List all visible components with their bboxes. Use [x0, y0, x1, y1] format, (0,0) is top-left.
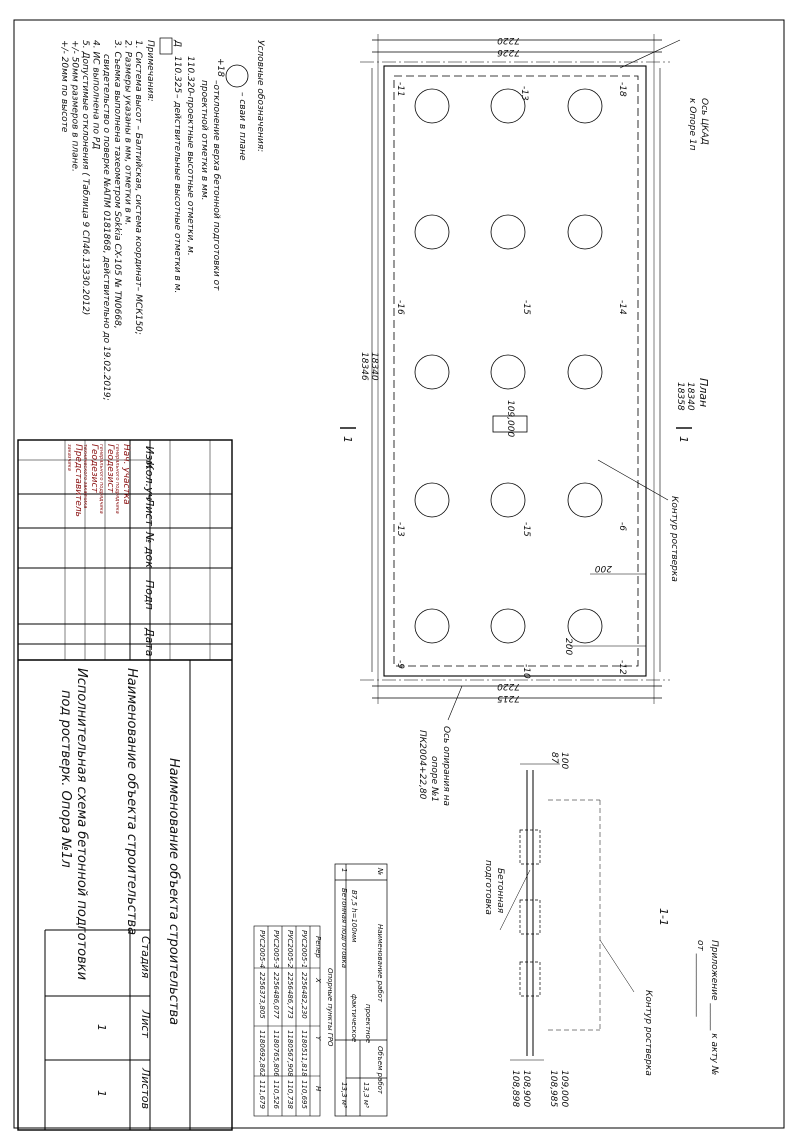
note-line: 3. Съемка выполнена тахеометром Sokkia CX-105 № TN0668,	[111, 40, 122, 329]
pile	[491, 355, 525, 389]
plan-deviation: -15	[521, 300, 531, 315]
note-line: 5. Допустимые отклонения ( Таблица 9 СП46.13330.2012)	[80, 40, 90, 316]
section-concrete-2: подготовка	[483, 860, 493, 915]
piles-group	[415, 89, 602, 643]
dim-200-b: 200	[563, 638, 573, 656]
gro-cell: 110,738	[286, 1080, 294, 1109]
legend-actual-label: – действительные высотные отметки в м.	[172, 94, 182, 294]
stamp-stage: Стадия	[139, 936, 152, 979]
note-line: +/- 20мм по высоте	[58, 40, 69, 133]
gro-cell: 111,679	[258, 1080, 266, 1109]
plan-deviation: -12	[617, 660, 627, 675]
dim-right-design: 18340	[685, 382, 695, 411]
note-line: 2. Размеры указаны в мм, отметки в м.	[122, 40, 133, 226]
pile	[491, 483, 525, 517]
gro-header: H	[314, 1086, 322, 1092]
pile	[568, 355, 602, 389]
concrete-prep-outline	[394, 76, 638, 666]
dim-top-actual: 7226	[497, 47, 520, 57]
stamp-role-sub: заказчика	[66, 444, 72, 471]
notes-title: Примечания:	[145, 40, 155, 102]
section-view	[500, 764, 634, 1060]
plan-deviation: -14	[617, 300, 627, 315]
gro-cell: РУС2005-3	[272, 930, 280, 969]
plan-title: План	[697, 378, 710, 408]
legend-design-mark: 110.320	[185, 56, 195, 94]
note-line: свидетельство о поверке №АПМ 0181868, действительно до 19.02.2019;	[101, 54, 112, 401]
legend-deviation-label-2: проектной отметки в мм.	[199, 80, 209, 201]
stamp-sheet: Лист	[139, 1010, 152, 1038]
gro-cell: РУС2005-4	[258, 930, 266, 969]
axis-bottom-3: ПК2004+22,80	[417, 730, 427, 800]
pile	[415, 215, 449, 249]
dim-bottom-actual: 7215	[497, 693, 520, 703]
gro-header: X	[314, 978, 322, 983]
pile	[415, 483, 449, 517]
legend-actual-prefix: Д	[172, 40, 182, 48]
plan-deviation: -11	[395, 82, 405, 97]
works-h-actual: фактическое	[350, 994, 358, 1043]
stamp-col-header: Лист	[143, 498, 156, 526]
center-mark: 109,000	[505, 400, 515, 438]
note-line: 4. ИС выполнена по РД	[90, 40, 101, 150]
plan-deviation: -16	[395, 300, 405, 315]
legend-pile-symbol	[226, 65, 248, 87]
gro-cell: 2256373,805	[258, 972, 266, 1019]
axis-top: Ось ЦКАД	[699, 98, 709, 145]
object-name: Наименование объекта строительства	[124, 668, 139, 936]
stamp-role: Геодезист	[105, 444, 115, 493]
gro-cell: 2256486,077	[272, 972, 280, 1019]
appendix-line-1: Приложение ______ к акту №	[709, 940, 719, 1076]
stamp-role: Геодезист	[89, 444, 99, 493]
gro-cell: РУС2005-2	[286, 930, 294, 969]
gro-cell: 1180692,862	[258, 1030, 266, 1077]
dim-top-design: 7220	[497, 35, 520, 45]
plan-deviation: -10	[521, 664, 531, 679]
section-label-right: 1	[677, 436, 690, 443]
axis-bottom-1: Ось опирания на	[441, 726, 451, 807]
gro-cell: РУС2005-1	[300, 930, 308, 969]
dim-200-a: 200	[594, 563, 612, 573]
axis-top-2: к Опоре 1п	[687, 98, 697, 151]
gro-cell: 1180511,818	[300, 1030, 308, 1077]
gro-header: Репер	[314, 936, 322, 958]
works-h-name: Наименование работ	[376, 924, 384, 1003]
section-dim-87: 87	[549, 752, 559, 764]
pile	[568, 215, 602, 249]
legend-deviation-label: –отклонение верха бетонной подготовки от	[211, 80, 221, 291]
pile	[568, 483, 602, 517]
stamp-sheet-val: 1	[95, 1024, 108, 1031]
object-name-top: Наименование объекта строительства	[166, 758, 181, 1026]
pile	[491, 609, 525, 643]
pile	[415, 355, 449, 389]
plan-deviation: -6	[617, 522, 627, 531]
stamp-role-sub: генерального подрядчика	[114, 444, 120, 514]
gro-cell: 110,695	[300, 1080, 308, 1109]
plan-deviation: -9	[395, 660, 405, 669]
stamp-role: Представитель	[73, 444, 83, 517]
stamp-role-sub: генерального подрядчика	[98, 444, 104, 514]
stamp-col-header: Дата	[143, 628, 156, 657]
plan-deviation: -18	[617, 82, 627, 97]
plan-view	[340, 34, 692, 720]
gro-title: Опорные пункты ГРО	[326, 968, 334, 1047]
appendix-line-2: от ______________	[695, 940, 705, 1017]
plan-deviation: -13	[519, 86, 529, 101]
section-mark-bot-actual: 108,898	[510, 1070, 520, 1108]
legend-title: Условные обозначения:	[255, 40, 265, 153]
section-dim-100: 100	[559, 752, 569, 770]
dim-right-actual: 18358	[675, 382, 685, 411]
works-h-volume: Объем работ	[376, 1046, 384, 1094]
plan-deviation: -15	[521, 522, 531, 537]
stamp-col-header: Кол.уч	[143, 462, 156, 501]
stamp-sheets: Листов	[139, 1068, 152, 1110]
gro-cell: 2256486,773	[286, 972, 294, 1019]
legend-deviation-value: +18	[215, 58, 225, 77]
legend-design-label: –проектные высотные отметки, м.	[185, 92, 195, 256]
dim-bottom-design: 7220	[497, 681, 520, 691]
stamp-col-header: Изм	[143, 446, 156, 469]
stamp-col-header: Подп	[143, 580, 156, 610]
gro-cell: 1180567,908	[286, 1030, 294, 1077]
note-line: 1. Система высот – Балтийская, система координат– МСК150;	[133, 40, 143, 335]
stamp-role-sub: технического заказчика	[82, 444, 88, 509]
section-mark-top: 109,000	[559, 1070, 569, 1108]
works-h-no: №	[376, 868, 384, 876]
gro-cell: 110,526	[272, 1080, 280, 1109]
pile	[568, 89, 602, 123]
works-row-design: 13,3 м³	[362, 1082, 370, 1108]
works-row-actual: 13,3 м³	[340, 1082, 348, 1108]
pile	[415, 89, 449, 123]
dim-left-design: 18340	[369, 352, 379, 381]
works-h-design: проектное	[364, 1004, 372, 1044]
works-row-no: 1	[340, 868, 348, 873]
note-line: +/- 50мм размеров в плане.	[69, 40, 80, 172]
section-label-left: 1	[341, 436, 354, 443]
grillage-contour	[384, 66, 646, 676]
axis-bottom-2: опоре №1	[429, 756, 439, 803]
works-row-name-2: В7,5 h=100мм	[350, 890, 358, 943]
dim-left-actual: 18346	[359, 352, 369, 381]
section-concrete-1: Бетонная	[495, 868, 505, 914]
section-title: 1-1	[657, 908, 670, 926]
plan-deviation: -13	[395, 522, 405, 537]
doc-title-1: Исполнительная схема бетонной подготовки	[74, 668, 89, 981]
legend-pile-label: – сваи в плане	[237, 92, 247, 161]
pile	[415, 609, 449, 643]
stamp-sheets-val: 1	[95, 1090, 108, 1097]
section-contour: Контур ростверка	[643, 990, 653, 1076]
legend-actual-mark: 110.325	[172, 56, 182, 94]
section-mark-top-actual: 108,985	[548, 1070, 558, 1108]
gro-cell: 2256482,230	[300, 972, 308, 1019]
stamp-col-header: № док	[143, 532, 156, 568]
pile	[491, 215, 525, 249]
contour-label-plan: Контур ростверка	[669, 496, 679, 582]
works-row-name-1: Бетонная подготовка	[340, 888, 348, 969]
doc-title-2: под ростверк. Опора №1л	[58, 690, 73, 868]
gro-cell: 1180765,806	[272, 1030, 280, 1077]
section-mark-bot: 108,900	[521, 1070, 531, 1108]
stamp-role: Нач. участка	[121, 444, 131, 505]
gro-header: Y	[314, 1036, 322, 1041]
